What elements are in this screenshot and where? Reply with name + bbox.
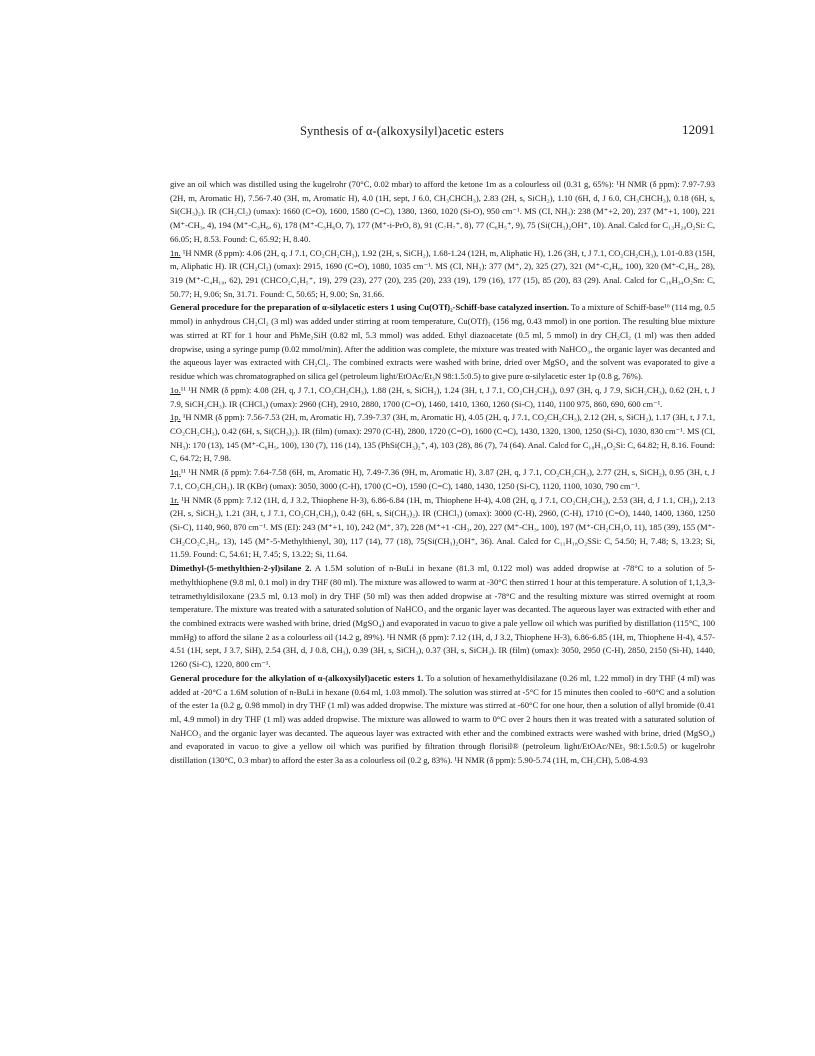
paragraph-text: A 1.5M solution of n-BuLi in hexane (81.3 ml, 0.122 mol) was added dropwise at -78°C to a solution of 5-methylthiophene (9.8 ml, 0.1 mol) in dry THF (80 ml). The mixture was allowed to warm at -30°C then stirred 1 hour at this temperature. A solution of 1,1,3,3-tetramethyldisiloxane (23.5 ml, 0.13 mol) in dry THF (50 ml) was then added dropwise at -78°C and the resulting mixture was stirred overnight at room temperature. The mixture was treated with a saturated solution of NaHCO₃ and the organic layer was decanted. The aqueous layer was extracted with ether and the combined extracts were washed with brine, dried (MgSO₄) and evaporated in vacuo to give a pale yellow oil which was purified by distillation (115°C, 100 mmHg) to afford the silane 2 as a colourless oil (14.2 g, 89%). ¹H NMR (δ ppm): 7.12 (1H, d, J 3.2, Thiophene H-3), 6.86-6.85 (1H, m, Thiophene H-4), 4.57-4.51 (1H, sept, J 3.7, SiH), 2.54 (3H, d, J 0.8, CH₃), 0.39 (3H, s, SiCH₃), 0.37 (3H, s, SiCH₃). IR (film) (υmax): 3050, 2950 (C-H), 2850, 2150 (Si-H), 1440, 1260 (Si-C), 1220, 800 cm⁻¹.	[170, 563, 715, 670]
page-number: 12091	[682, 122, 715, 137]
paragraph-text: ¹H NMR (δ ppm): 7.12 (1H, d, J 3.2, Thiophene H-3), 6.86-6.84 (1H, m, Thiophene H-4), 4.08 (2H, q, J 7.1, CO₂CH₂CH₃), 2.53 (3H, d, J 1.1, CH₃), 2.13 (2H, s, SiCH₂), 1.21 (3H, t, J 7.1, CO₂CH₂CH₃), 0.42 (6H, s, Si(CH₃)₂). IR (CHCl₃) (υmax): 3000 (C-H), 2960, (C-H), 1710 (C=O), 1440, 1400, 1360, 1250 (Si-C), 1140, 960, 870 cm⁻¹. MS (EI): 243 (M⁺+1, 10), 242 (M⁺, 37), 228 (M⁺+1 -CH₃, 20), 227 (M⁺-CH₃, 100), 197 (M⁺-CH₂CH₃O, 11), 185 (39), 155 (M⁺-CH₂CO₂C₂H₅, 13), 145 (M⁺-5-Methylthienyl, 30), 117 (14), 77 (18), 75(Si(CH₃)₂OH⁺, 36). Anal. Calcd for C₁₁H₁₈O₂SSi: C, 54.50; H, 7.48; S, 13.23; Si, 11.59. Found: C, 54.61; H, 7.45; S, 13.22; Si, 11.64.	[170, 494, 715, 560]
procedure-heading: General procedure for the alkylation of α-(alkoxysilyl)acetic esters 1.	[170, 672, 424, 683]
paragraph-text: give an oil which was distilled using the kugelrohr (70°C, 0.02 mbar) to afford the ketone 1m as a colourless oil (0.31 g, 65%): ¹H NMR (δ ppm): 7.97-7.93 (2H, m, Aromatic H), 7.56-7.40 (3H, m, Aromatic H), 4.0 (1H, sept, J 6.0, CH₃CHCH₃), 2.83 (2H, s, SiCH₂), 1.10 (6H, d, J 6.0, CH₃CHCH₃), 0.18 (6H, s, Si(CH₃)₂). IR (CH₂Cl₂) (υmax): 1660 (C=O), 1600, 1580 (C=C), 1380, 1360, 1020 (Si-O), 950 cm⁻¹. MS (CI, NH₃): 238 (M⁺+2, 20), 237 (M⁺+1, 100), 221 (M⁺-CH₃, 4), 194 (M⁺-C₃H₆, 6), 178 (M⁺-C₃H₆O, 7), 177 (M⁺-i-PrO, 8), 91 (C₇H₇⁺, 8), 77 (C₆H₅⁺, 9), 75 (Si(CH₃)₂OH⁺, 10). Anal. Calcd for C₁₃H₂₀O₂Si: C, 66.05; H, 8.53. Found: C, 65.92; H, 8.40.	[170, 179, 715, 244]
running-title: Synthesis of α-(alkoxysilyl)acetic esters	[300, 124, 505, 138]
compound-label: 1n.	[170, 247, 181, 258]
paragraph-text: ¹H NMR (δ ppm): 4.06 (2H, q, J 7.1, CO₂CH₂CH₃), 1.92 (2H, s, SiCH₂), 1.68-1.24 (12H, m, Aliphatic H), 1.26 (3H, t, J 7.1, CO₂CH₂CH₃), 1.01-0.83 (15H, m, Aliphatic H). IR (CH₂Cl₂) (υmax): 2915, 1690 (C=O), 1080, 1035 cm⁻¹. MS (CI, NH₃): 377 (M⁺, 2), 325 (27), 321 (M⁺-C₄H₈, 100), 320 (M⁺-C₄H₉, 28), 319 (M⁺-C₄H₁₀, 62), 291 (CHCO₂C₂H₅⁺, 19), 279 (23), 277 (20), 235 (20), 233 (19), 179 (16), 177 (15), 85 (20), 83 (29). Anal. Calcd for C₁₆H₃₄O₂Sn: C, 50.77; H, 9.06; Sn, 31.71. Found: C, 50.65; H, 9.00; Sn, 31.66.	[170, 247, 715, 299]
paragraph-compound-1r	[170, 494, 715, 563]
page-header	[170, 124, 715, 142]
compound-label: 1r.	[170, 494, 179, 505]
paragraph-general-procedure-insertion	[170, 301, 715, 383]
procedure-heading: General procedure for the preparation of α-silylacetic esters 1 using Cu(OTf)₂-Schiff-base catalyzed insertion.	[170, 302, 569, 313]
paragraph-text: To a solution of hexamethyldisilazane (0.26 ml, 1.22 mmol) in dry THF (4 ml) was added at -20°C a 1.6M solution of n-BuLi in hexane (0.64 ml, 1.03 mmol). The solution was stirred at -5°C for 15 minutes then cooled to -60°C and a solution of the ester 1a (0.2 g, 0.98 mmol) in dry THF (1 ml) was added dropwise. The mixture was stirred at -60°C for one hour, then a solution of allyl bromide (0.41 ml, 4.9 mmol) in dry THF (1 ml) was added dropwise. The mixture was allowed to warm to 0°C over 2 hours then it was treated with a saturated solution of NaHCO₃ and the organic layer was decanted. The aqueous layer was extracted with ether and the combined extracts were washed with brine, dried (MgSO₄) and evaporated in vacuo to give a yellow oil which was purified by filtration through florisil® (petroleum light/EtOAc/NEt₃ 98:1.5:0.5) or kugelrohr distillation (130°C, 0.3 mbar) to afford the ester 3a as a colourless oil (0.2 g, 83%). ¹H NMR (δ ppm): 5.90-5.74 (1H, m, CH₂CH), 5.08-4.93	[170, 672, 716, 766]
compound-label: 1o.	[170, 384, 181, 395]
body-text	[170, 178, 715, 768]
paragraph-compound-1q	[170, 466, 715, 493]
paragraph-compound-1n	[170, 247, 715, 302]
compound-label: 1q.	[170, 467, 181, 478]
paragraph-ketone-1m	[170, 178, 715, 247]
paragraph-text: ¹¹ ¹H NMR (δ ppm): 7.64-7.58 (6H, m, Aromatic H), 7.49-7.36 (9H, m, Aromatic H), 3.87 (2H, q, J 7.1, CO₂CH₂CH₃), 2.77 (2H, s, SiCH₂), 0.95 (3H, t, J 7.1, CO₂CH₂CH₃). IR (KBr) (υmax): 3050, 3000 (C-H), 1700 (C=O), 1590 (C=C), 1480, 1430, 1250 (Si-C), 1120, 1100, 1030, 790 cm⁻¹.	[170, 467, 715, 491]
paragraph-silane-2	[170, 562, 715, 672]
paragraph-text: ¹H NMR (δ ppm): 7.56-7.53 (2H, m, Aromatic H), 7.39-7.37 (3H, m, Aromatic H), 4.05 (2H, q, J 7.1, CO₂CH₂CH₃), 2.12 (2H, s, SiCH₂), 1.17 (3H, t, J 7.1, CO₂CH₂CH₃), 0.42 (6H, s, Si(CH₃)₂). IR (film) (υmax): 2970 (C-H), 2800, 1720 (C=O), 1600 (C=C), 1430, 1320, 1300, 1250 (Si-C), 1030, 830 cm⁻¹. MS (CI, NH₃): 170 (13), 145 (M⁺-C₆H₅, 100), 130 (7), 116 (14), 135 (PhSi(CH₃)₂⁺, 4), 103 (28), 86 (7), 74 (64). Anal. Calcd for C₁₈H₁₈O₂Si: C, 64.82; H, 8.16. Found: C, 64.72; H, 7.98.	[170, 412, 715, 464]
procedure-heading: Dimethyl-(5-methylthien-2-yl)silane 2.	[170, 563, 312, 574]
paragraph-text: ¹¹ ¹H NMR (δ ppm): 4.08 (2H, q, J 7.1, CO₂CH₂CH₃), 1.88 (2H, s, SiCH₂), 1.24 (3H, t, J 7.1, CO₂CH₂CH₃), 0.97 (3H, q, J 7.9, SiCH₂CH₃), 0.62 (2H, t, J 7.9, SiCH₂CH₃). IR (CHCl₃) (υmax): 2960 (CH), 2910, 2880, 1700 (C=O), 1460, 1410, 1360, 1260 (Si-C), 1140, 1100 975, 860, 690, 600 cm⁻¹.	[170, 384, 715, 409]
paragraph-compound-1p	[170, 411, 715, 466]
paragraph-text: To a mixture of Schiff-base¹⁶ (114 mg, 0.5 mmol) in anhydrous CH₂Cl₂ (3 ml) was added under stirring at room temperature, Cu(OTf)₂ (156 mg, 0.43 mmol) in one portion. The resulting blue mixture was stirred at RT for 1 hour and PhMe₂SiH (0.82 ml, 5.3 mmol) was added. Ethyl diazoacetate (0.5 ml, 5 mmol) in dry CH₂Cl₂ (1 ml) was then added dropwise, using a syringe pump (0.02 mmol/min). After the addition was complete, the mixture was treated with NaHCO₃, the organic layer was decanted and the aqueous layer was extracted with CH₂Cl₂. The combined extracts were washed with brine, dried over MgSO₄ and the solvent was evaporated to give a residue which was chromatographed on silica gel (petroleum light/EtOAc/Et₃N 98:1.5:0.5) to give pure α-silylacetic ester 1p (0.8 g, 76%).	[170, 302, 715, 382]
paragraph-general-procedure-alkylation	[170, 672, 715, 768]
compound-label: 1p.	[170, 412, 181, 423]
paragraph-compound-1o	[170, 384, 715, 411]
